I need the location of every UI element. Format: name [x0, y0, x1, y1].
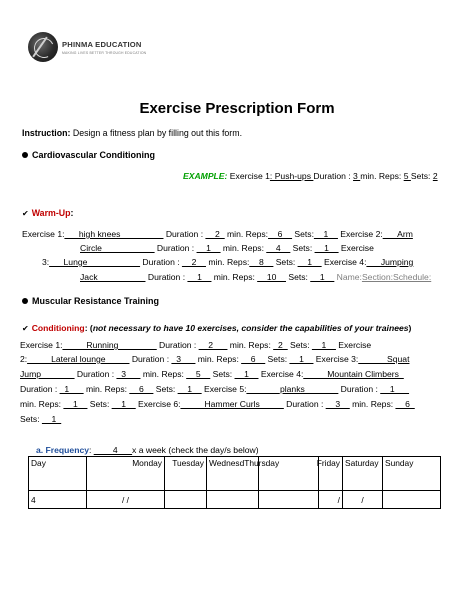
resistance-heading-text: Muscular Resistance Training [32, 296, 160, 306]
table-header-cell [207, 457, 280, 491]
form-field-value: __6__ [268, 229, 292, 239]
form-field-value: __1_ [41, 414, 62, 424]
form-field-value: __3__ [325, 399, 350, 409]
form-field-label: Duration : [129, 354, 172, 364]
form-field-value: __2___ [198, 340, 228, 350]
form-field-value: ___high knees_________ [64, 229, 164, 239]
form-field-value: Circle___________ [80, 243, 155, 253]
table-header-cell [165, 457, 207, 491]
form-field-label: Sets: [285, 272, 311, 282]
conditioning-line [20, 369, 404, 380]
cardio-heading [22, 150, 155, 160]
table-cell: / [343, 491, 383, 509]
form-field-value: __1__ [289, 354, 314, 364]
example-label: EXAMPLE: [183, 171, 228, 181]
form-field-label: min. Reps: [20, 399, 64, 409]
form-field-label: Duration : [20, 384, 60, 394]
conditioning-line [20, 414, 61, 425]
form-field-label: Duration : [74, 369, 117, 379]
warmup-line [42, 257, 413, 268]
conditioning-line [20, 354, 409, 365]
form-field-value: Jump_______ [20, 369, 75, 379]
form-field-label: Duration : [154, 243, 197, 253]
conditioning-close: ) [408, 323, 412, 333]
form-field-value: __1__ [311, 340, 336, 350]
form-field-value: __6__ [241, 354, 266, 364]
tuesday-label: Tuesday [172, 458, 204, 468]
form-field-label: Sets: [87, 399, 112, 409]
form-field-value: __2__ [182, 257, 206, 267]
wednesday-thursday-label: WednesdThursday [209, 458, 280, 468]
form-field-label: min. Reps: [83, 384, 130, 394]
form-field-value: __1__ [314, 243, 339, 253]
form-field-value: __1__ [177, 384, 202, 394]
table-cell: / [319, 491, 343, 509]
bullet-icon [22, 152, 28, 158]
frequency-table [28, 456, 441, 509]
form-field-label: Sets: [210, 369, 235, 379]
form-field-label: Exercise 5: [201, 384, 247, 394]
form-field-label: min. Reps: [195, 354, 242, 364]
friday-label: Friday [316, 458, 340, 468]
form-field-value: Schedule: [393, 272, 432, 282]
conditioning-note: not necessary to have 10 exercises, consider the capabilities of your trainees [92, 323, 409, 333]
form-field-label: 3: [42, 257, 50, 267]
warmup-line [22, 229, 413, 240]
logo-name: PHINMA EDUCATION [62, 40, 142, 49]
form-field-label: min. Reps: [205, 257, 250, 267]
form-field-label: Duration : [139, 257, 183, 267]
form-field-label: Exercise [335, 340, 372, 350]
instruction [22, 128, 242, 138]
checkmark-icon: ✔ [22, 324, 29, 333]
form-field-value: __1__ [63, 399, 88, 409]
form-field-value: ___Arm [382, 229, 413, 239]
form-field-label: Exercise 6: [135, 399, 181, 409]
logo [28, 32, 188, 62]
example-text: Duration : [313, 171, 354, 181]
form-field-value: _____Mountain Climbers_ [303, 369, 404, 379]
conditioning-heading [22, 323, 411, 333]
form-field-value: _____Lateral lounge_____ [27, 354, 130, 364]
form-field-label: Exercise [338, 243, 374, 253]
form-field-value: __1__ [310, 272, 335, 282]
form-field-value: __1___ [380, 384, 409, 394]
warmup-colon: : [70, 208, 74, 218]
form-field-label: Exercise 4: [258, 369, 304, 379]
table-cell [207, 491, 259, 509]
resistance-heading [22, 296, 159, 306]
example-value: 2 [432, 171, 438, 181]
form-field-label: Exercise 4: [321, 257, 367, 267]
conditioning-label: Conditioning [31, 323, 85, 333]
bullet-icon [22, 298, 28, 304]
table-header-cell: Saturday [343, 457, 383, 491]
form-field-label: Duration : [156, 340, 199, 350]
form-field-value: _1___ [59, 384, 84, 394]
warmup-heading [22, 208, 73, 218]
logo-tagline: MAKING LIVES BETTER THROUGH EDUCATION [62, 51, 147, 55]
table-row [29, 491, 441, 509]
form-field-label: Sets: [291, 229, 314, 239]
example-text: Sets: [410, 171, 433, 181]
warmup-line [80, 272, 431, 283]
form-field-value: ___Jumping [366, 257, 414, 267]
form-field-value: __2_ [205, 229, 225, 239]
form-field-value: _3___ [171, 354, 196, 364]
table-cell [165, 491, 207, 509]
form-field-value: _____Running________ [62, 340, 157, 350]
form-field-value: __6__ [129, 384, 154, 394]
form-field-value: ______Squat [358, 354, 410, 364]
frequency-value: ____4___ [93, 445, 133, 455]
form-field-label: Sets: [153, 384, 178, 394]
form-field-label: Exercise 3: [313, 354, 359, 364]
instruction-text: Design a fitness plan by filling out this form. [70, 128, 243, 138]
frequency-colon: : [89, 445, 94, 455]
form-field-value: _3___ [116, 369, 141, 379]
example-value: : Push-ups [269, 171, 314, 181]
example-value: 3 [353, 171, 361, 181]
form-field-value: _______planks_______ [246, 384, 339, 394]
form-field-label: Duration : [338, 384, 381, 394]
form-field-value: __1__ [313, 229, 338, 239]
form-field-value: _2_ [273, 340, 288, 350]
table-header-cell [316, 457, 343, 491]
form-field-label: Sets: [287, 340, 312, 350]
conditioning-line [20, 399, 415, 410]
table-header-row [29, 457, 441, 491]
form-field-label: Sets: [273, 257, 298, 267]
form-field-label: Duration : [145, 272, 188, 282]
form-field-label: Sets: [265, 354, 290, 364]
example-value: 5 [403, 171, 411, 181]
form-field-value: __6_ [395, 399, 415, 409]
form-field-label: Duration : [163, 229, 206, 239]
form-field-label: min. Reps: [227, 340, 274, 350]
conditioning-line [20, 340, 371, 351]
form-field-value: __10__ [257, 272, 286, 282]
example-line [183, 171, 438, 181]
table-header-cell: Day [29, 457, 87, 491]
frequency-line [36, 445, 259, 455]
checkmark-icon: ✔ [22, 209, 29, 218]
form-field-value: __1__ [111, 399, 136, 409]
frequency-suffix: x a week (check the day/s below) [132, 445, 259, 455]
form-field-label: Sets: [20, 414, 42, 424]
form-field-label: Name: [334, 272, 362, 282]
form-field-value: __5__ [186, 369, 211, 379]
form-field-label: min. Reps: [224, 229, 269, 239]
table-cell: / / [87, 491, 165, 509]
form-field-value: __1__ [196, 243, 221, 253]
form-field-label: Exercise 1: [22, 229, 65, 239]
form-field-label: Sets: [290, 243, 315, 253]
form-field-label: Exercise 2: [337, 229, 383, 239]
warmup-line [80, 243, 374, 254]
form-field-value: __1__ [234, 369, 259, 379]
page-title: Exercise Prescription Form [139, 100, 335, 117]
phinma-logo-icon [28, 32, 58, 62]
form-field-value: _____Hammer Curls_____ [180, 399, 284, 409]
instruction-label: Instruction: [22, 128, 71, 138]
table-header-cell: Monday [87, 457, 165, 491]
form-field-label: min. Reps: [349, 399, 396, 409]
frequency-label: a. Frequency [36, 445, 90, 455]
form-field-label: Duration : [283, 399, 326, 409]
form-field-label: Exercise 1: [20, 340, 63, 350]
table-cell: 4 [29, 491, 87, 509]
conditioning-line [20, 384, 409, 395]
cardio-heading-text: Cardiovascular Conditioning [32, 150, 156, 160]
table-header-cell: Sunday [383, 457, 441, 491]
form-field-label: min. Reps: [220, 243, 267, 253]
form-field-value: __1__ [187, 272, 212, 282]
table-cell [259, 491, 319, 509]
example-text: Exercise 1 [227, 171, 270, 181]
form-field-label: 2: [20, 354, 28, 364]
form-field-label: min. Reps: [140, 369, 187, 379]
form-field-value: __1__ [297, 257, 322, 267]
example-text: min. Reps: [360, 171, 404, 181]
form-field-value: __4__ [266, 243, 291, 253]
form-field-value: Section: [361, 272, 393, 282]
table-cell [383, 491, 441, 509]
form-field-label: min. Reps: [211, 272, 258, 282]
form-field-value: ___Lunge___________ [49, 257, 140, 267]
warmup-label: Warm-Up [31, 208, 71, 218]
form-field-value: Jack__________ [80, 272, 146, 282]
form-field-value: __8__ [249, 257, 274, 267]
conditioning-colon: : ( [84, 323, 93, 333]
